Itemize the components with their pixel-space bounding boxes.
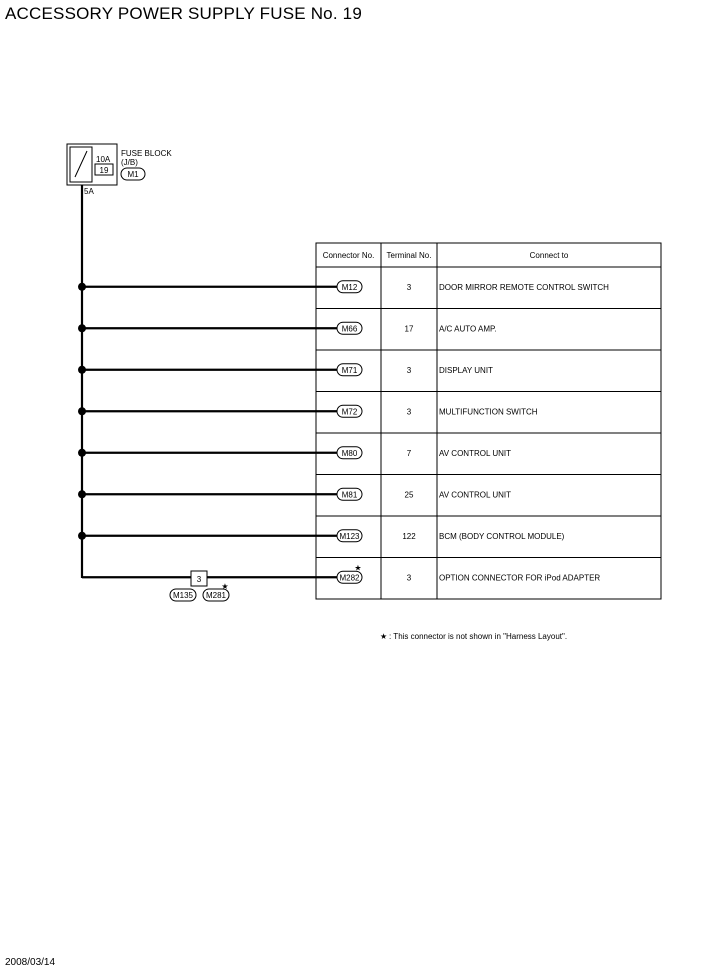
connect-to: DOOR MIRROR REMOTE CONTROL SWITCH [439, 282, 609, 292]
fuse-connector-label: M1 [127, 170, 139, 179]
star-mark-m281: ★ [221, 582, 229, 591]
fuse-rating: 10A [96, 155, 111, 164]
connector-no: M80 [341, 448, 358, 458]
fuse-block-sub: (J/B) [121, 158, 138, 167]
terminal-no: 25 [404, 490, 414, 500]
table-row [78, 447, 661, 475]
connect-to: DISPLAY UNIT [439, 365, 493, 375]
connector-table [316, 243, 661, 599]
junction-dot [78, 366, 86, 374]
table-row [78, 488, 661, 516]
connector-no: M72 [341, 407, 358, 417]
terminal-no: 7 [406, 448, 412, 458]
table-row [78, 405, 661, 433]
connect-to: AV CONTROL UNIT [439, 490, 512, 500]
fuse-block-label: FUSE BLOCK [121, 149, 172, 158]
connector-no: M71 [341, 365, 358, 375]
table-rows [78, 281, 661, 584]
header-terminal-no: Terminal No. [386, 251, 432, 260]
footnote-text: : This connector is not shown in "Harness Layout". [389, 632, 568, 641]
terminal-no: 3 [406, 282, 412, 292]
terminal-no: 3 [406, 573, 412, 583]
connect-to: OPTION CONNECTOR FOR iPod ADAPTER [439, 573, 601, 583]
page-title: ACCESSORY POWER SUPPLY FUSE No. 19 [5, 4, 362, 23]
junction-dot [78, 449, 86, 457]
header-connector-no: Connector No. [322, 251, 375, 260]
terminal-no: 3 [406, 407, 412, 417]
joint-connector-m135: M135 [172, 591, 194, 600]
connector-no: M123 [339, 531, 360, 541]
connect-to: MULTIFUNCTION SWITCH [439, 407, 538, 417]
terminal-no: 122 [402, 531, 416, 541]
connect-to: A/C AUTO AMP. [439, 324, 497, 334]
junction-dot [78, 490, 86, 498]
table-row [78, 364, 661, 392]
date-stamp: 2008/03/14 [5, 957, 56, 968]
junction-dot [78, 532, 86, 540]
joint-terminal: 3 [196, 575, 202, 584]
joint-connector-m281: M281 [205, 591, 227, 600]
terminal-no: 17 [404, 324, 414, 334]
junction-dot [78, 283, 86, 291]
connector-no: M12 [341, 282, 358, 292]
header-connect-to: Connect to [529, 251, 569, 260]
table-row [78, 281, 661, 309]
star-mark: ★ [354, 563, 362, 573]
connector-no: M81 [341, 490, 358, 500]
footnote-star: ★ [380, 632, 388, 641]
fuse-terminal-label: 5A [84, 187, 94, 196]
table-row [78, 530, 661, 558]
connect-to: AV CONTROL UNIT [439, 448, 512, 458]
terminal-no: 3 [406, 365, 412, 375]
table-row [78, 322, 661, 350]
fuse-number: 19 [99, 166, 109, 175]
connector-no: M66 [341, 324, 358, 334]
junction-dot [78, 324, 86, 332]
junction-dot [78, 407, 86, 415]
joint-connector [170, 571, 229, 601]
connector-no: M282 [339, 573, 360, 583]
table-row [82, 563, 600, 583]
connect-to: BCM (BODY CONTROL MODULE) [439, 531, 565, 541]
